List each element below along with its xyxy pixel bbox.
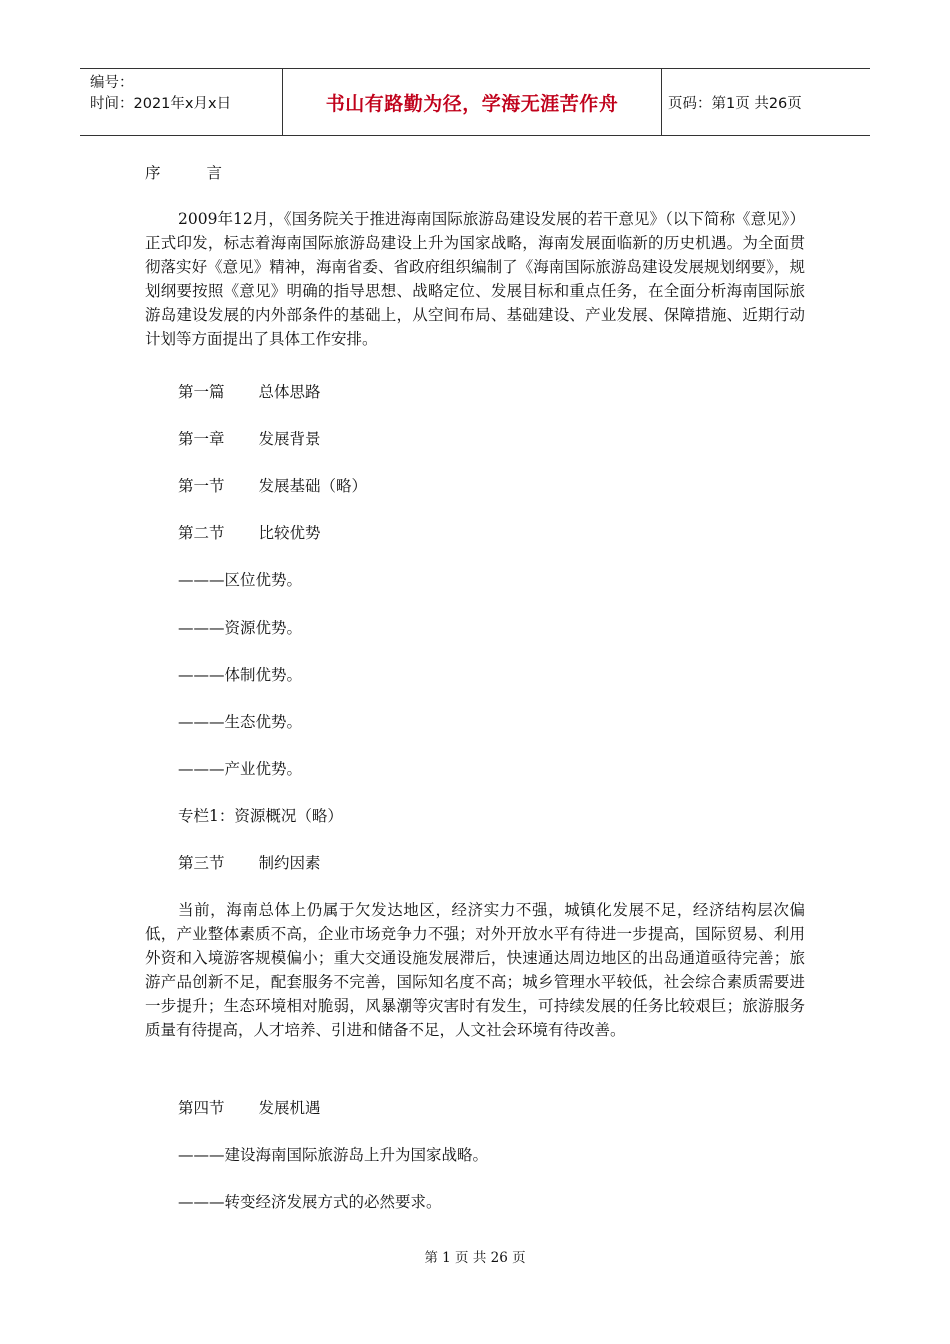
preface-heading: 序 言 — [145, 164, 223, 182]
part-heading: 第一篇 总体思路 — [178, 383, 321, 401]
intro-paragraph: 2009年12月，《国务院关于推进海南国际旅游岛建设发展的若干意见》（以下简称《意见》）正式印发，标志着海南国际旅游岛建设上升为国家战略，海南发展面临新的历史机遇。为全面贯彻落实好《意见》精神，海南省委、省政府组织编制了《海南国际旅游岛建设发展规划纲要》，规划纲要按照《意见》明确的指导思想、战略定位、发展目标和重点任务，在全面分析海南国际旅游岛建设发展的内外部条件的基础上，从空间布局、基础建设、产业发展、保障措施、近期行动计划等方面提出了具体工作安排。 — [145, 210, 805, 348]
page-header — [80, 68, 870, 136]
document-time-label: 时间：2021年x月x日 — [90, 96, 232, 112]
header-page-info: 页码：第1页 共26页 — [668, 95, 802, 112]
list-item: ———建设海南国际旅游岛上升为国家战略。 — [178, 1146, 489, 1164]
page-footer: 第 1 页 共 26 页 — [424, 1250, 526, 1266]
section-heading: 第三节 制约因素 — [178, 854, 321, 872]
section-heading: 第二节 比较优势 — [178, 524, 321, 542]
document-number-label: 编号： — [90, 75, 134, 91]
section-heading: 第四节 发展机遇 — [178, 1099, 321, 1117]
constraints-paragraph: 当前，海南总体上仍属于欠发达地区，经济实力不强，城镇化发展不足，经济结构层次偏低，产业整体素质不高，企业市场竞争力不强；对外开放水平有待进一步提高，国际贸易、利用外资和入境游客规模偏小；重大交通设施发展滞后，快速通达周边地区的出岛通道亟待完善；旅游产品创新不足，配套服务不完善，国际知名度不高；城乡管理水平较低，社会综合素质需要进一步提升；生态环境相对脆弱，风暴潮等灾害时有发生，可持续发展的任务比较艰巨；旅游服务质量有待提高，人才培养、引进和储备不足，人文社会环境有待改善。 — [145, 901, 805, 1039]
section-heading: 第一节 发展基础（略） — [178, 477, 368, 495]
column-note: 专栏1：资源概况（略） — [178, 807, 343, 825]
list-item: ———资源优势。 — [178, 619, 303, 637]
list-item: ———产业优势。 — [178, 760, 303, 778]
chapter-heading: 第一章 发展背景 — [178, 430, 321, 448]
list-item: ———转变经济发展方式的必然要求。 — [178, 1193, 442, 1211]
list-item: ———区位优势。 — [178, 571, 303, 589]
list-item: ———体制优势。 — [178, 666, 303, 684]
header-meta — [80, 69, 282, 135]
header-motto: 书山有路勤为径，学海无涯苦作舟 — [282, 69, 662, 135]
list-item: ———生态优势。 — [178, 713, 303, 731]
